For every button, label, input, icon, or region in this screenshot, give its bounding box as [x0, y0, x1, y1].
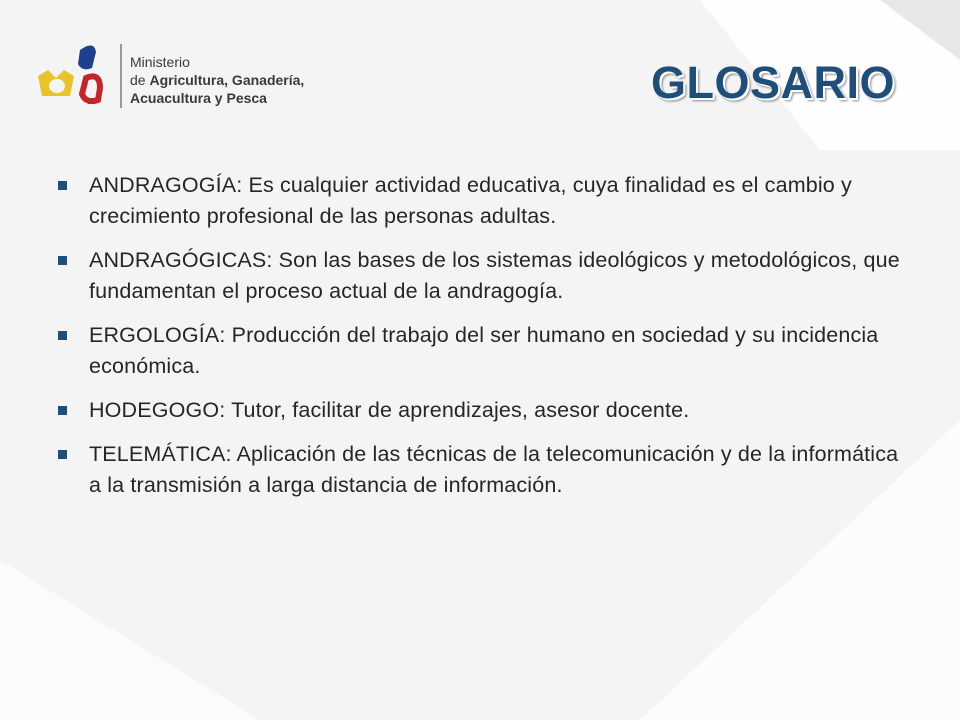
glossary-term: HODEGOGO [89, 398, 220, 422]
glossary-term: ANDRAGOGÍA [89, 173, 237, 197]
glossary-definition: : Son las bases de los sistemas ideológicos y metodológicos, que fundamentan el proceso actual de la andragogía. [89, 248, 900, 303]
glossary-definition: : Aplicación de las técnicas de la telecomunicación y de la informática a la transmisión a larga distancia de información. [89, 442, 899, 497]
glossary-definition: : Es cualquier actividad educativa, cuya finalidad es el cambio y crecimiento profesional de las personas adultas. [89, 173, 852, 228]
ministry-name-line3: Acuacultura y Pesca [130, 90, 267, 106]
ministry-name-line2-bold: Agricultura, Ganadería, [149, 72, 305, 88]
logo-divider [120, 44, 122, 108]
bullet-square-icon [58, 331, 67, 340]
bullet-square-icon [58, 450, 67, 459]
ministry-name-line2 [130, 71, 304, 89]
ministry-logo [34, 38, 324, 122]
glossary-item [58, 320, 908, 382]
ministry-emblem-icon [34, 38, 116, 122]
glossary-definition: : Tutor, facilitar de aprendizajes, asesor docente. [219, 398, 690, 422]
ministry-name [130, 53, 304, 107]
glossary-item [58, 245, 908, 307]
ministry-name-line2-prefix: de [130, 72, 150, 88]
glossary-item [58, 439, 908, 501]
slide-title: GLOSARIO [651, 57, 896, 108]
glossary-item [58, 170, 908, 232]
glossary-term: TELEMÁTICA [89, 442, 226, 466]
glossary-list [58, 170, 908, 514]
glossary-definition: : Producción del trabajo del ser humano en sociedad y su incidencia económica. [89, 323, 879, 378]
bullet-square-icon [58, 256, 67, 265]
bullet-square-icon [58, 181, 67, 190]
bullet-square-icon [58, 406, 67, 415]
ministry-name-line1: Ministerio [130, 54, 190, 70]
glossary-term: ERGOLOGÍA [89, 323, 220, 347]
glossary-item [58, 395, 908, 426]
glossary-term: ANDRAGÓGICAS [89, 248, 267, 272]
